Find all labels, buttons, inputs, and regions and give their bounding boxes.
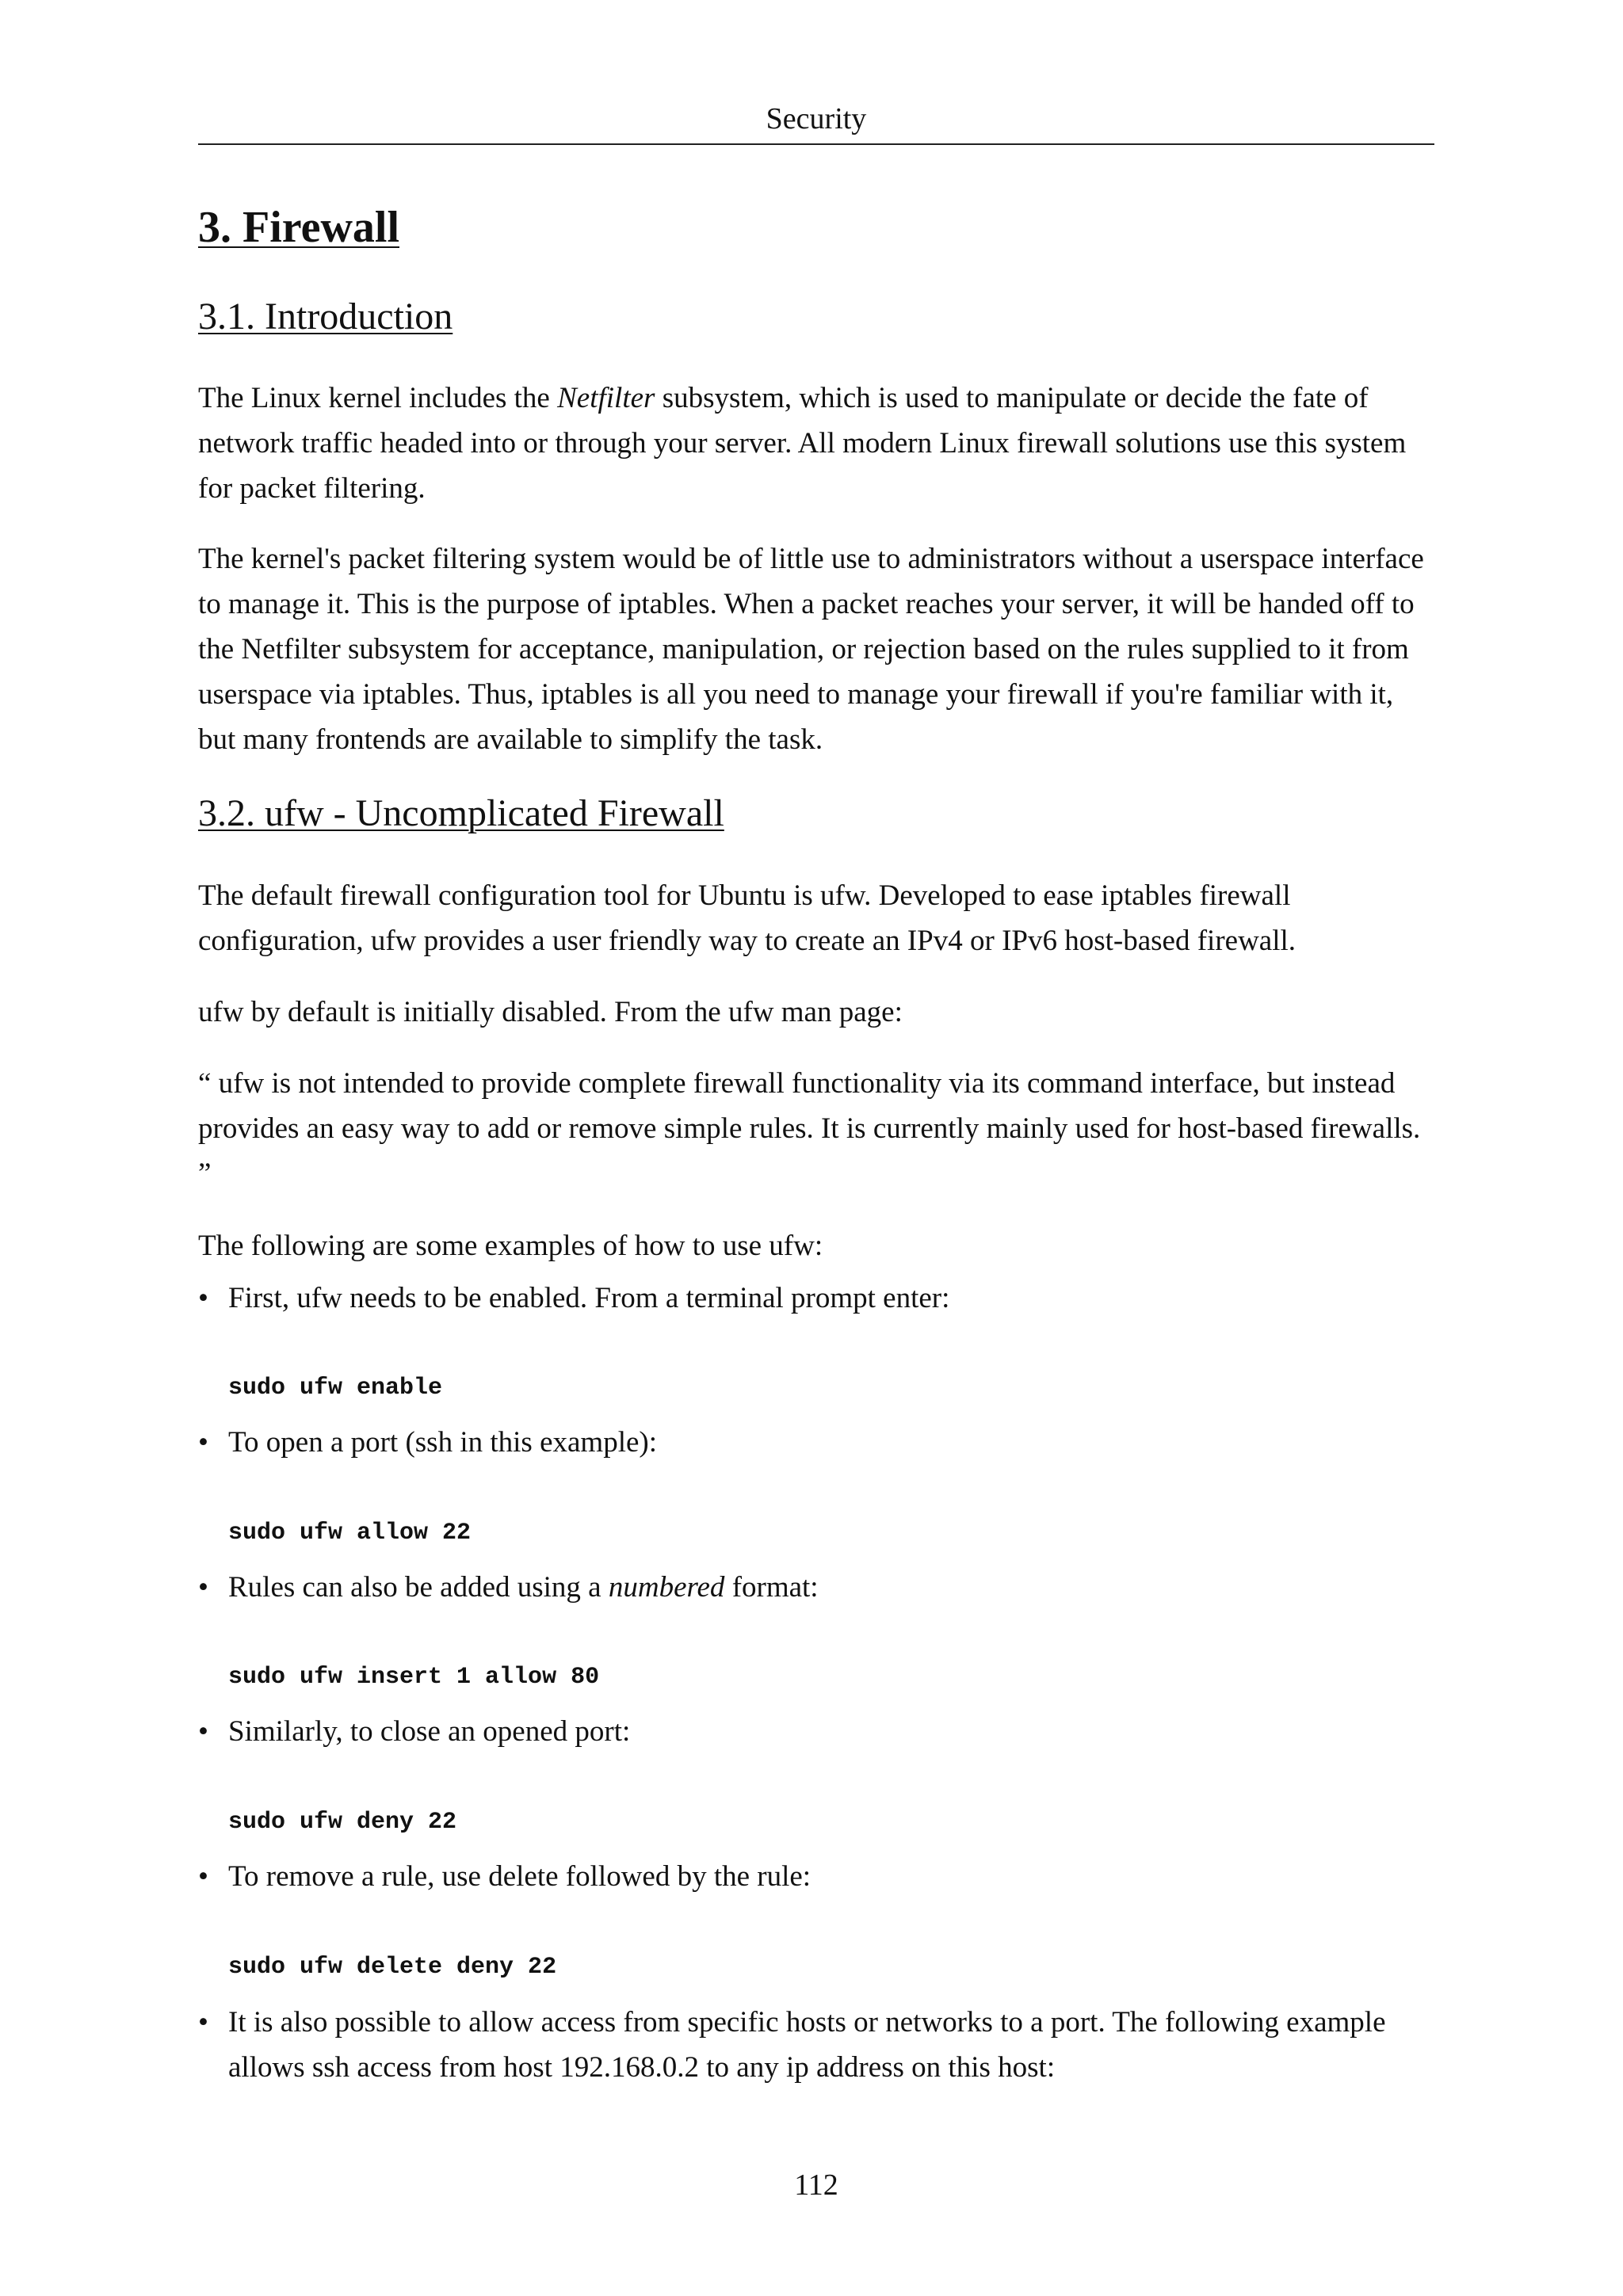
bullet-glyph: •	[198, 1282, 208, 1314]
subsection-heading-ufw: 3.2. ufw - Uncomplicated Firewall	[198, 792, 724, 834]
bullet-glyph: •	[198, 1571, 208, 1604]
code-command: sudo ufw allow 22	[228, 1520, 472, 1547]
code-command: sudo ufw insert 1 allow 80	[228, 1664, 600, 1691]
bullet-glyph: •	[198, 1426, 208, 1459]
subsection-heading-introduction: 3.1. Introduction	[198, 296, 453, 338]
intro-paragraph-2: The kernel's packet filtering system would be of little use to administrators without a userspace interface to manage it. This is the purpose of iptables. When a packet reaches your server, it will be handed off to the Netfilter subsystem for acceptance, manipulation, or rejection based on the rules supplied to it from userspace via iptables. Thus, iptables is all you need to manage your firewall if you're familiar with it, but many frontends are available to simplify the task.	[198, 543, 1424, 756]
list-item	[198, 1709, 1434, 1754]
netfilter-emphasis: Netfilter	[557, 382, 655, 414]
list-item-text: It is also possible to allow access from specific hosts or networks to a port. The following example allows ssh access from host 192.168.0.2 to any ip address on this host:	[228, 2006, 1386, 2084]
list-item-text-end: format:	[724, 1571, 819, 1604]
header-rule	[198, 143, 1434, 145]
intro-paragraph-1-start: The Linux kernel includes the	[198, 382, 558, 414]
code-command: sudo ufw deny 22	[228, 1809, 457, 1836]
running-header: Security	[766, 102, 867, 135]
bullet-glyph: •	[198, 2006, 208, 2039]
list-item	[198, 1420, 1434, 1465]
section-title: 3. Firewall	[198, 203, 400, 252]
bullet-glyph: •	[198, 1715, 208, 1748]
list-item-text: To open a port (ssh in this example):	[228, 1426, 657, 1459]
ufw-paragraph-1: The default firewall configuration tool for Ubuntu is ufw. Developed to ease iptables firewall configuration, ufw provides a user friendly way to create an IPv4 or IPv6 host-based firewall.	[198, 879, 1296, 957]
bullet-glyph: •	[198, 1860, 208, 1893]
list-item-text: To remove a rule, use delete followed by the rule:	[228, 1860, 812, 1893]
ufw-paragraph-3: The following are some examples of how to use ufw:	[198, 1230, 823, 1262]
list-item-text	[228, 1565, 1434, 1610]
intro-paragraph-1-end: subsystem, which is used to manipulate or decide the fate of network traffic headed into or through your server. All modern Linux firewall solutions use this system for packet filtering.	[198, 382, 1407, 505]
code-command: sudo ufw delete deny 22	[228, 1954, 557, 1981]
numbered-emphasis: numbered	[608, 1571, 725, 1604]
ufw-paragraph-2: ufw by default is initially disabled. From the ufw man page:	[198, 996, 903, 1028]
list-item	[198, 2000, 1434, 2090]
list-item	[198, 1565, 1434, 1610]
page-number: 112	[794, 2168, 838, 2202]
list-item	[198, 1276, 1434, 1321]
man-page-quote: “ ufw is not intended to provide complete firewall functionality via its command interface, but instead provides an easy way to add or remove simple rules. It is currently mainly used for host-based firewalls. ”	[198, 1067, 1421, 1190]
intro-paragraph-1	[198, 376, 1434, 511]
list-item-text: Similarly, to close an opened port:	[228, 1715, 631, 1748]
list-item-text: First, ufw needs to be enabled. From a terminal prompt enter:	[228, 1282, 950, 1314]
list-item	[198, 1854, 1434, 1899]
code-command: sudo ufw enable	[228, 1375, 443, 1402]
list-item-text-start: Rules can also be added using a	[228, 1571, 609, 1604]
